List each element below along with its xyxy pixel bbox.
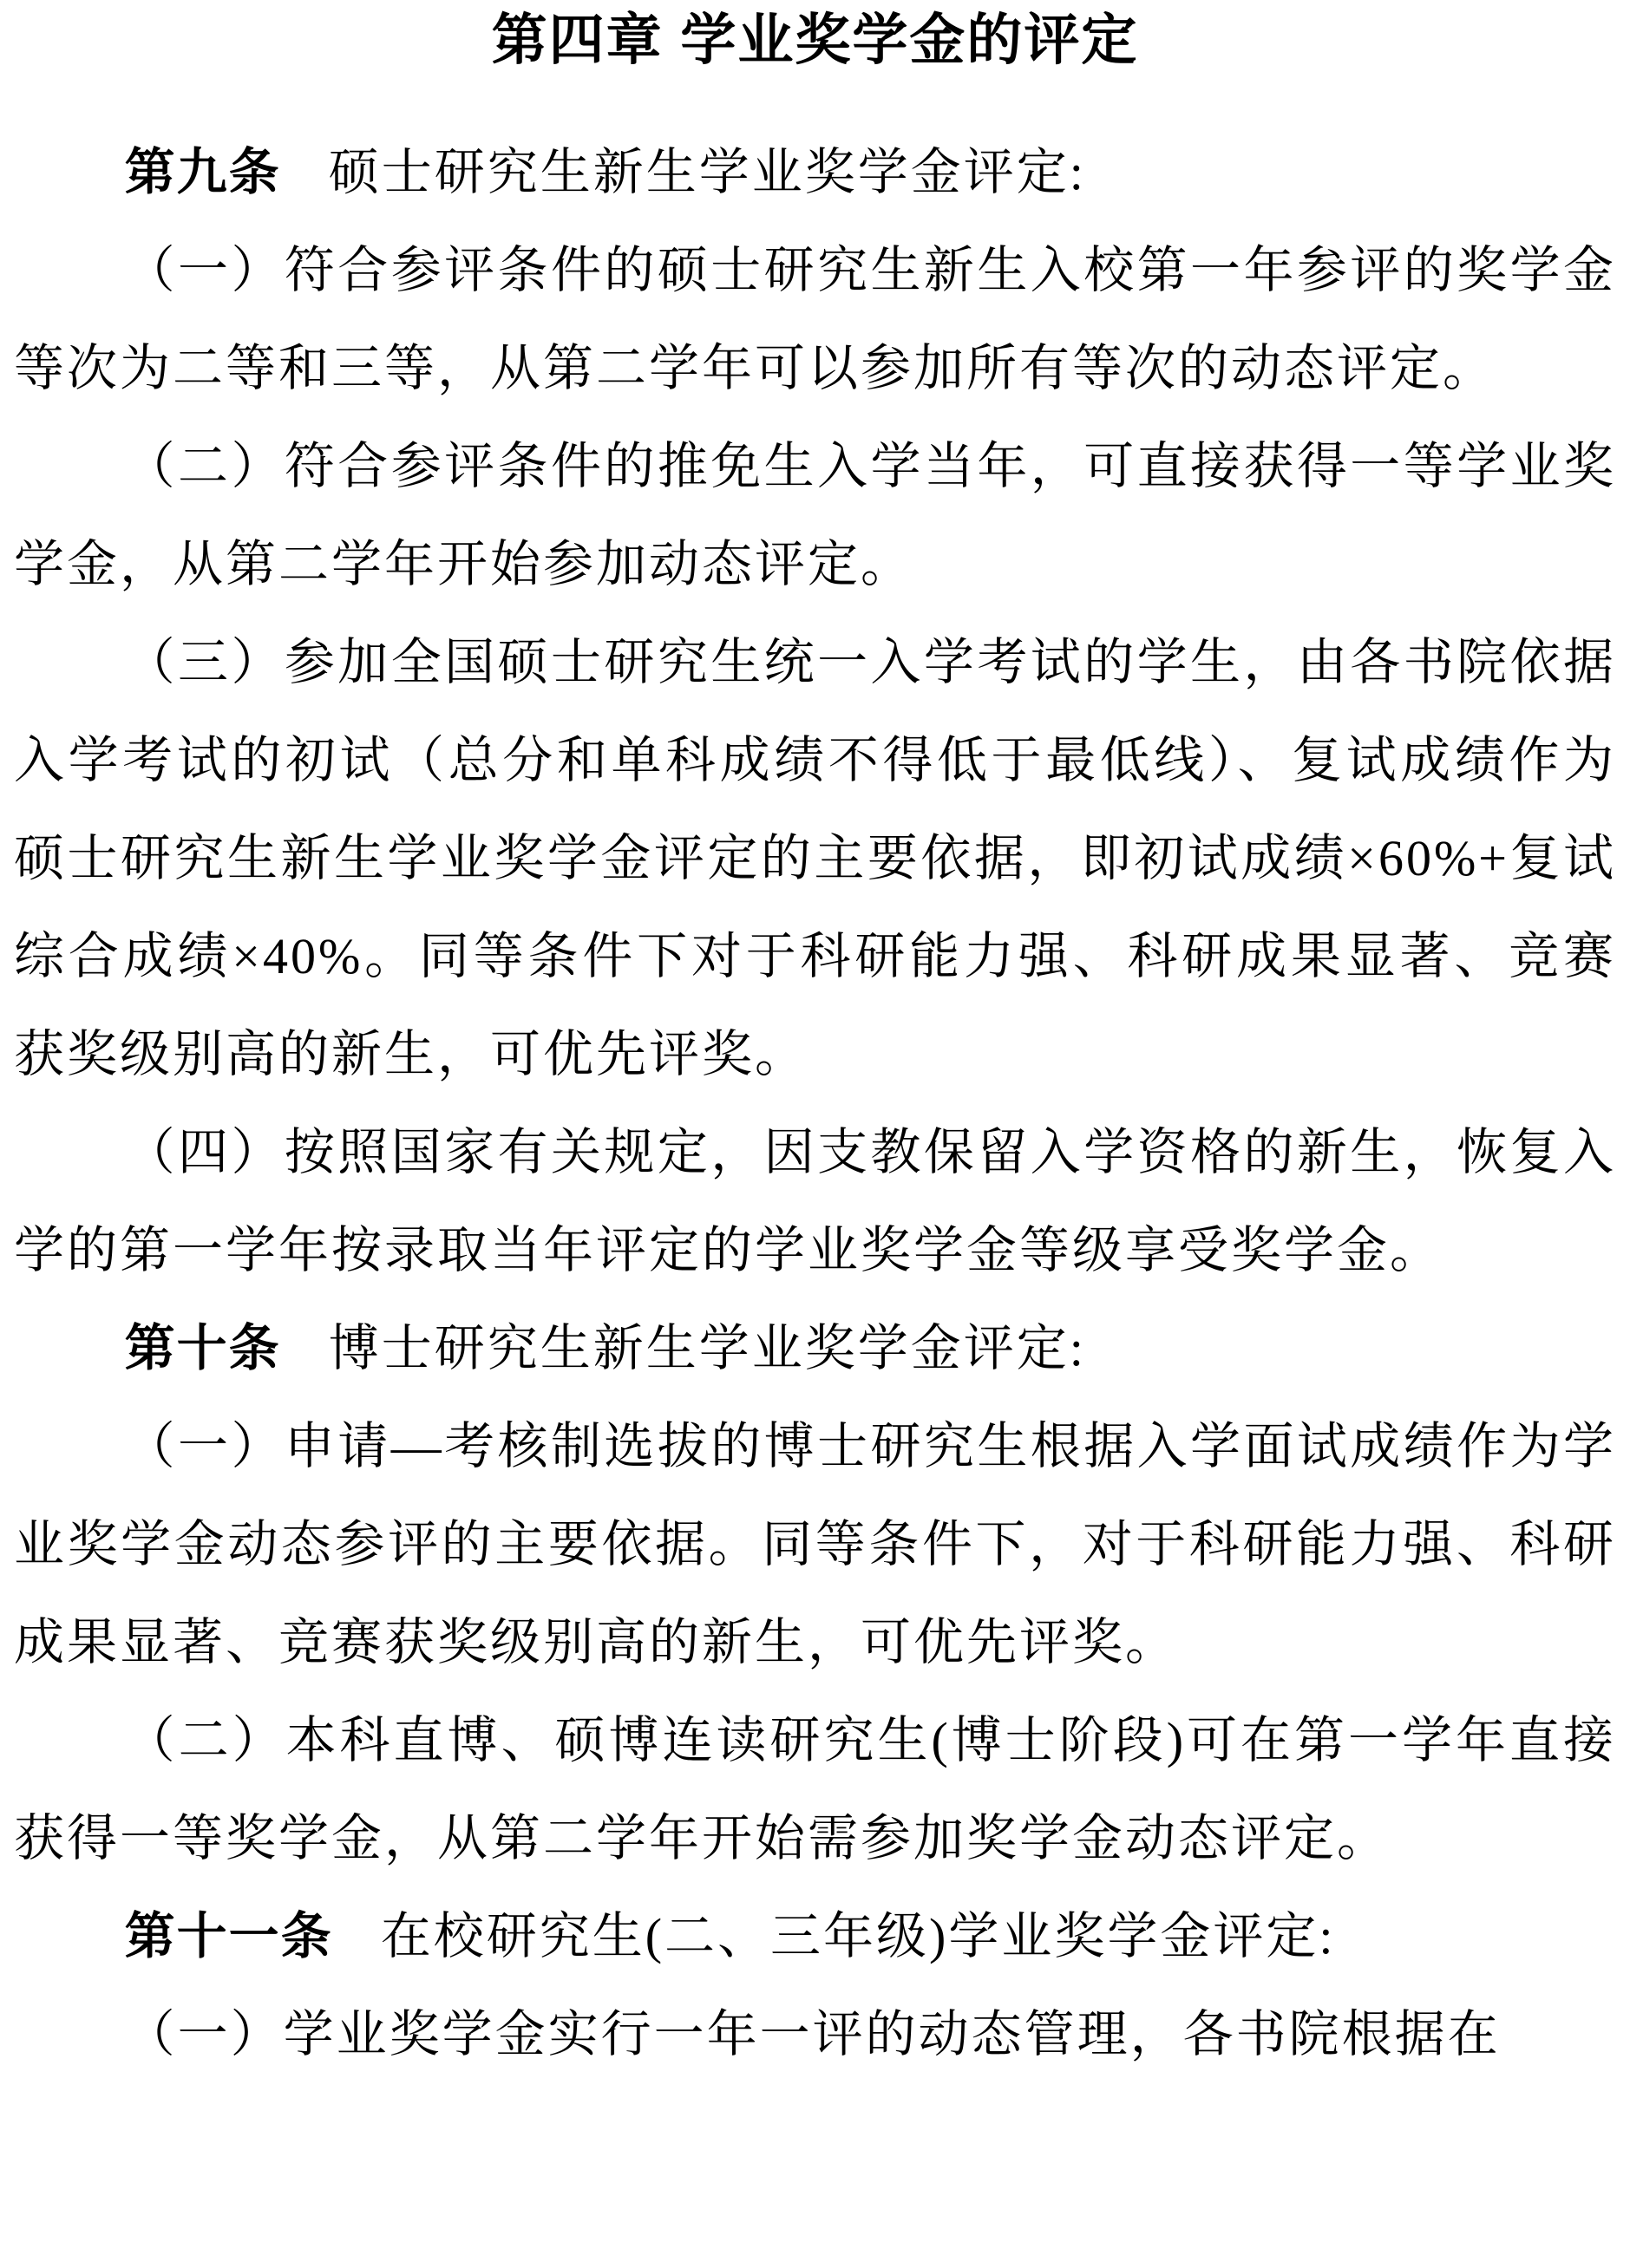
article-9-heading-text: 硕士研究生新生学业奖学金评定:	[328, 144, 1086, 200]
article-9-label: 第九条	[124, 144, 281, 200]
article-10-heading	[14, 1299, 1616, 1397]
article-10-item-2: （二）本科直博、硕博连读研究生(博士阶段)可在第一学年直接获得一等奖学金，从第二学年开始需参加奖学金动态评定。	[14, 1712, 1616, 1866]
article-11-heading	[14, 1887, 1616, 1985]
article-11-label: 第十一条	[124, 1908, 333, 1964]
article-11-heading-text: 在校研究生(二、三年级)学业奖学金评定:	[380, 1908, 1336, 1964]
article-10-heading-text: 博士研究生新生学业奖学金评定:	[328, 1320, 1086, 1376]
article-10-label: 第十条	[124, 1320, 281, 1376]
article-10-item-1: （一）申请—考核制选拔的博士研究生根据入学面试成绩作为学业奖学金动态参评的主要依据。同等条件下，对于科研能力强、科研成果显著、竞赛获奖级别高的新生，可优先评奖。	[14, 1418, 1616, 1670]
chapter-title: 第四章 学业奖学金的评定	[491, 9, 1139, 71]
article-9-item-1: （一）符合参评条件的硕士研究生新生入校第一年参评的奖学金等次为二等和三等，从第二学年可以参加所有等次的动态评定。	[14, 242, 1616, 396]
article-9-item-3: （三）参加全国硕士研究生统一入学考试的学生，由各书院依据入学考试的初试（总分和单科成绩不得低于最低线）、复试成绩作为硕士研究生新生学业奖学金评定的主要依据，即初试成绩×60%+复试综合成绩×40%。同等条件下对于科研能力强、科研成果显著、竞赛获奖级别高的新生，可优先评奖。	[14, 634, 1616, 1082]
article-11-item-1: （一）学业奖学金实行一年一评的动态管理，各书院根据在	[124, 2006, 1501, 2062]
article-9-heading	[14, 123, 1616, 221]
article-9-item-2: （二）符合参评条件的推免生入学当年，可直接获得一等学业奖学金，从第二学年开始参加动态评定。	[14, 438, 1616, 592]
article-9-item-4: （四）按照国家有关规定，因支教保留入学资格的新生，恢复入学的第一学年按录取当年评定的学业奖学金等级享受奖学金。	[14, 1124, 1616, 1278]
